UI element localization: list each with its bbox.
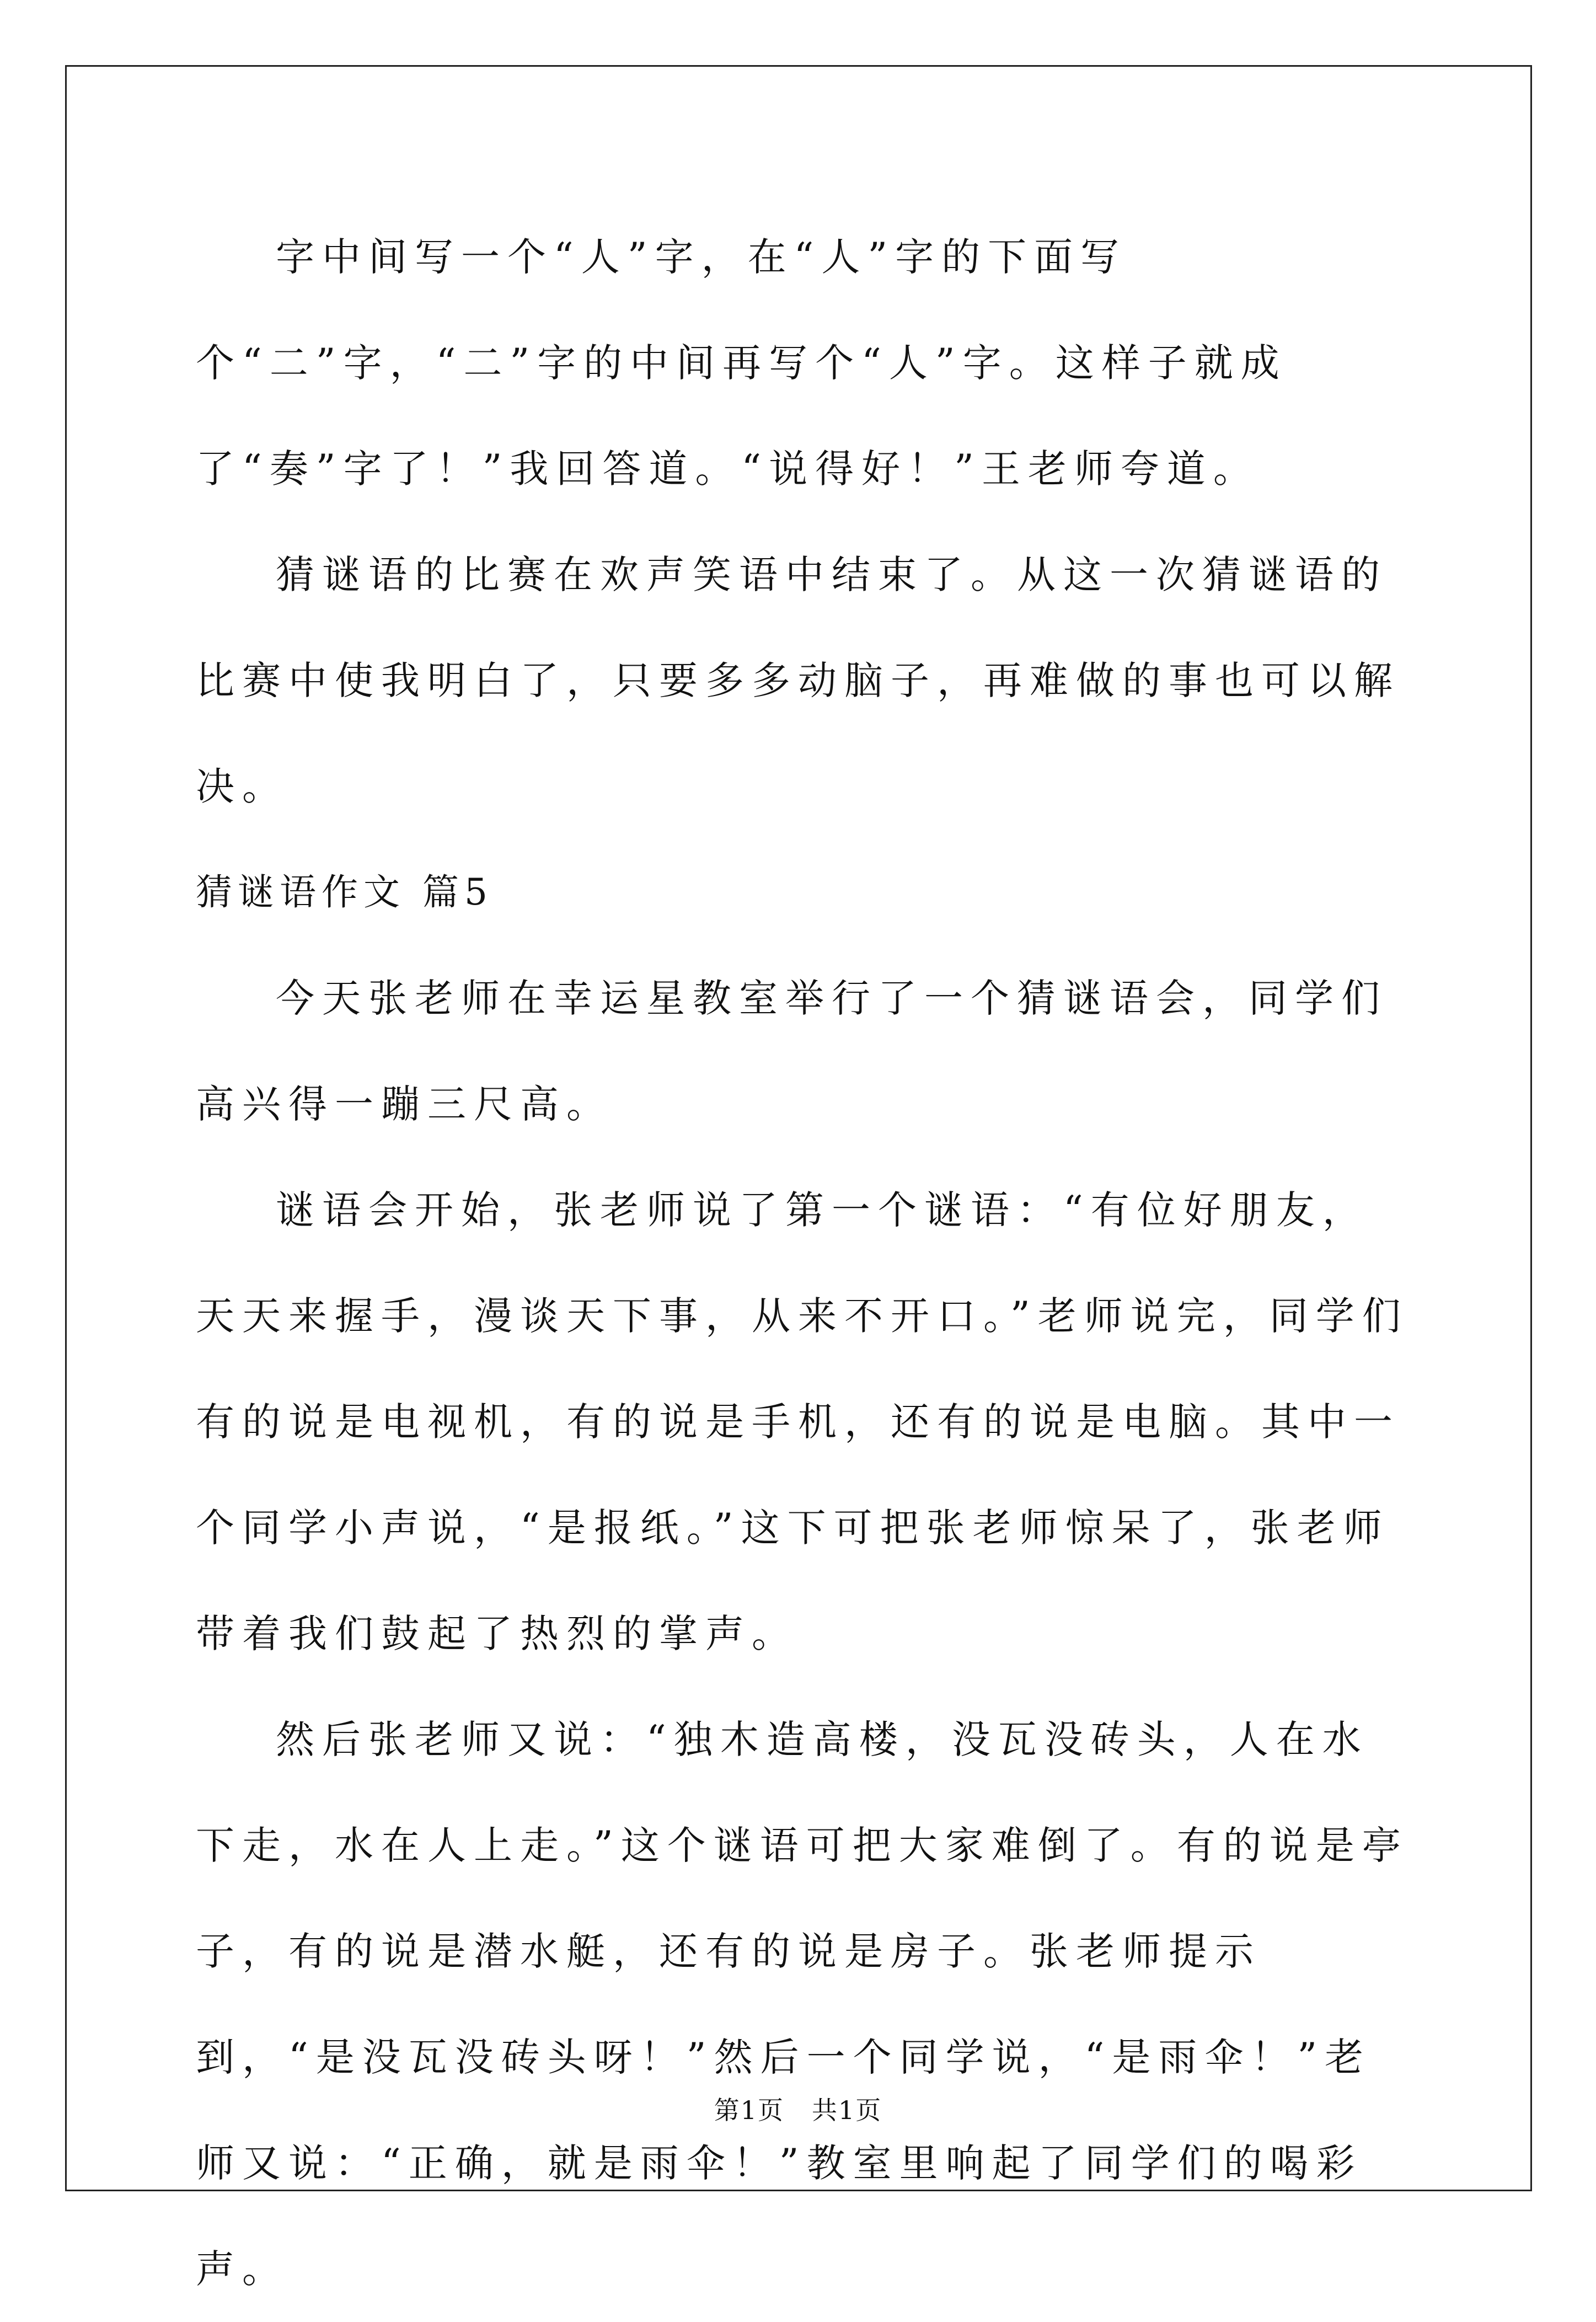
- paragraph: 字中间写一个“人”字，在“人”字的下面写个“二”字，“二”字的中间再写个“人”字。这样子就成了“奏”字了！”我回答道。“说得好！”王老师夸道。: [196, 234, 1287, 491]
- page-number: 第1页: [714, 2095, 784, 2125]
- paragraph: 然后张老师又说：“独木造高楼，没瓦没砖头，人在水下走，水在人上走。”这个谜语可把大家难倒了。有的说是亭子，有的说是潜水艇，还有的说是房子。张老师提示到，“是没瓦没砖头呀！”然后一个同学说，“是雨伞！”老师又说：“正确，就是雨伞！”教室里响起了同学们的喝彩声。: [196, 1717, 1408, 2292]
- paragraph: 今天张老师在幸运星教室举行了一个猜谜语会，同学们高兴得一蹦三尺高。: [196, 976, 1388, 1127]
- page-footer: [0, 2090, 1596, 2127]
- paragraph: 谜语会开始，张老师说了第一个谜语：“有位好朋友，天天来握手，漫谈天下事，从来不开口。”老师说完，同学们有的说是电视机，有的说是手机，还有的说是电脑。其中一个同学小声说，“是报纸。”这下可把张老师惊呆了，张老师带着我们鼓起了热烈的掌声。: [196, 1187, 1408, 1656]
- document-body: [196, 204, 1409, 2322]
- section-heading: 猜谜语作文 篇5: [196, 871, 493, 913]
- paragraph: 猜谜语的比赛在欢声笑语中结束了。从这一次猜谜语的比赛中使我明白了，只要多多动脑子，再难做的事也可以解决。: [196, 552, 1400, 809]
- page-total: 共1页: [812, 2095, 882, 2125]
